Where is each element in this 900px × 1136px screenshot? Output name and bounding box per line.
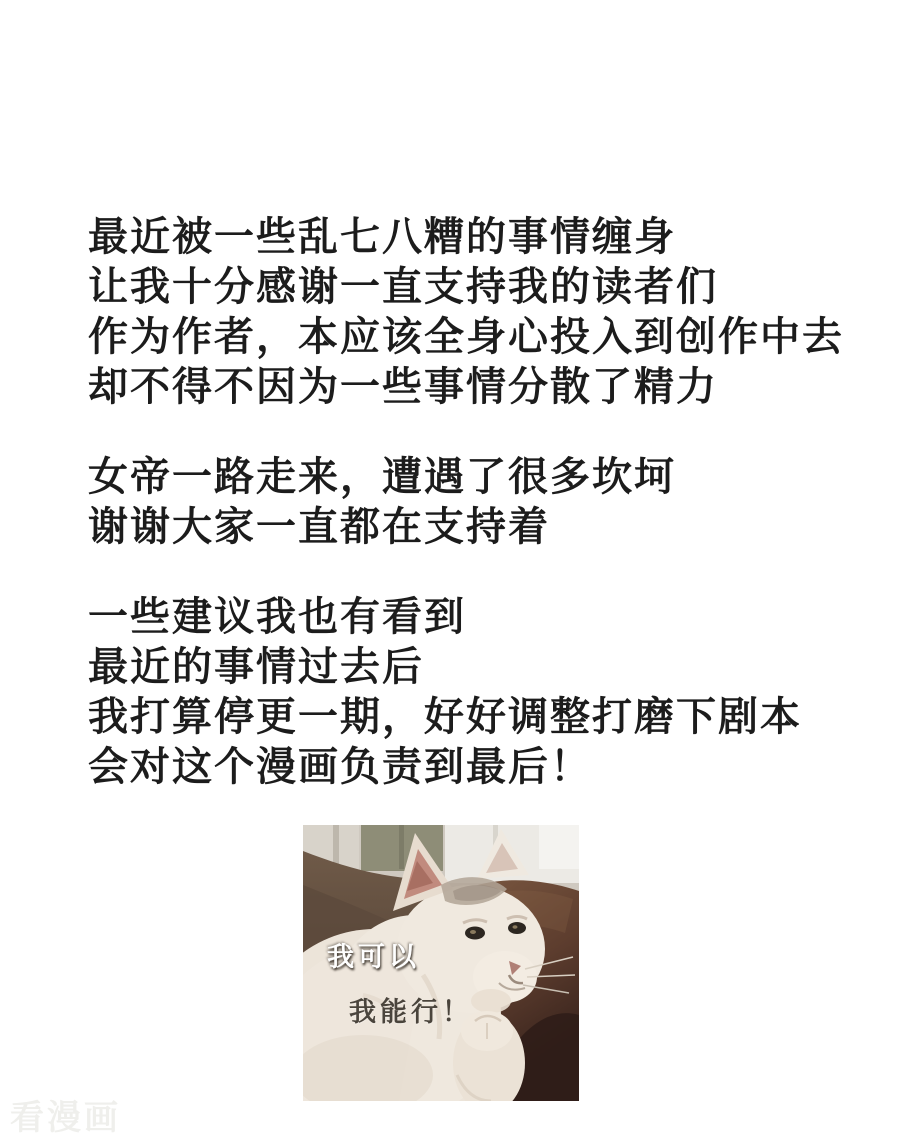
- author-note: [88, 212, 878, 792]
- note-line: 会对这个漫画负责到最后！: [88, 744, 592, 790]
- note-line: 谢谢大家一直都在支持着: [88, 504, 550, 550]
- cat-photo-illustration: [303, 825, 579, 1101]
- watermark: 看漫画: [10, 1098, 121, 1136]
- note-line: 让我十分感谢一直支持我的读者们: [88, 264, 718, 310]
- note-line: 我打算停更一期，好好调整打磨下剧本: [88, 694, 802, 740]
- paragraph-2: [88, 452, 878, 552]
- note-line: 一些建议我也有看到: [88, 594, 466, 640]
- paragraph-3: [88, 592, 878, 792]
- cat-meme-image: [303, 825, 579, 1101]
- note-line: 却不得不因为一些事情分散了精力: [88, 364, 718, 410]
- note-line: 最近的事情过去后: [88, 644, 424, 690]
- note-line: 女帝一路走来，遭遇了很多坎坷: [88, 454, 676, 500]
- note-line: 最近被一些乱七八糟的事情缠身: [88, 214, 676, 260]
- meme-caption-top: 我可以: [327, 942, 420, 973]
- meme-caption-bottom: 我能行！: [349, 997, 473, 1028]
- note-line: 作为作者，本应该全身心投入到创作中去: [88, 314, 844, 360]
- paragraph-1: [88, 212, 878, 412]
